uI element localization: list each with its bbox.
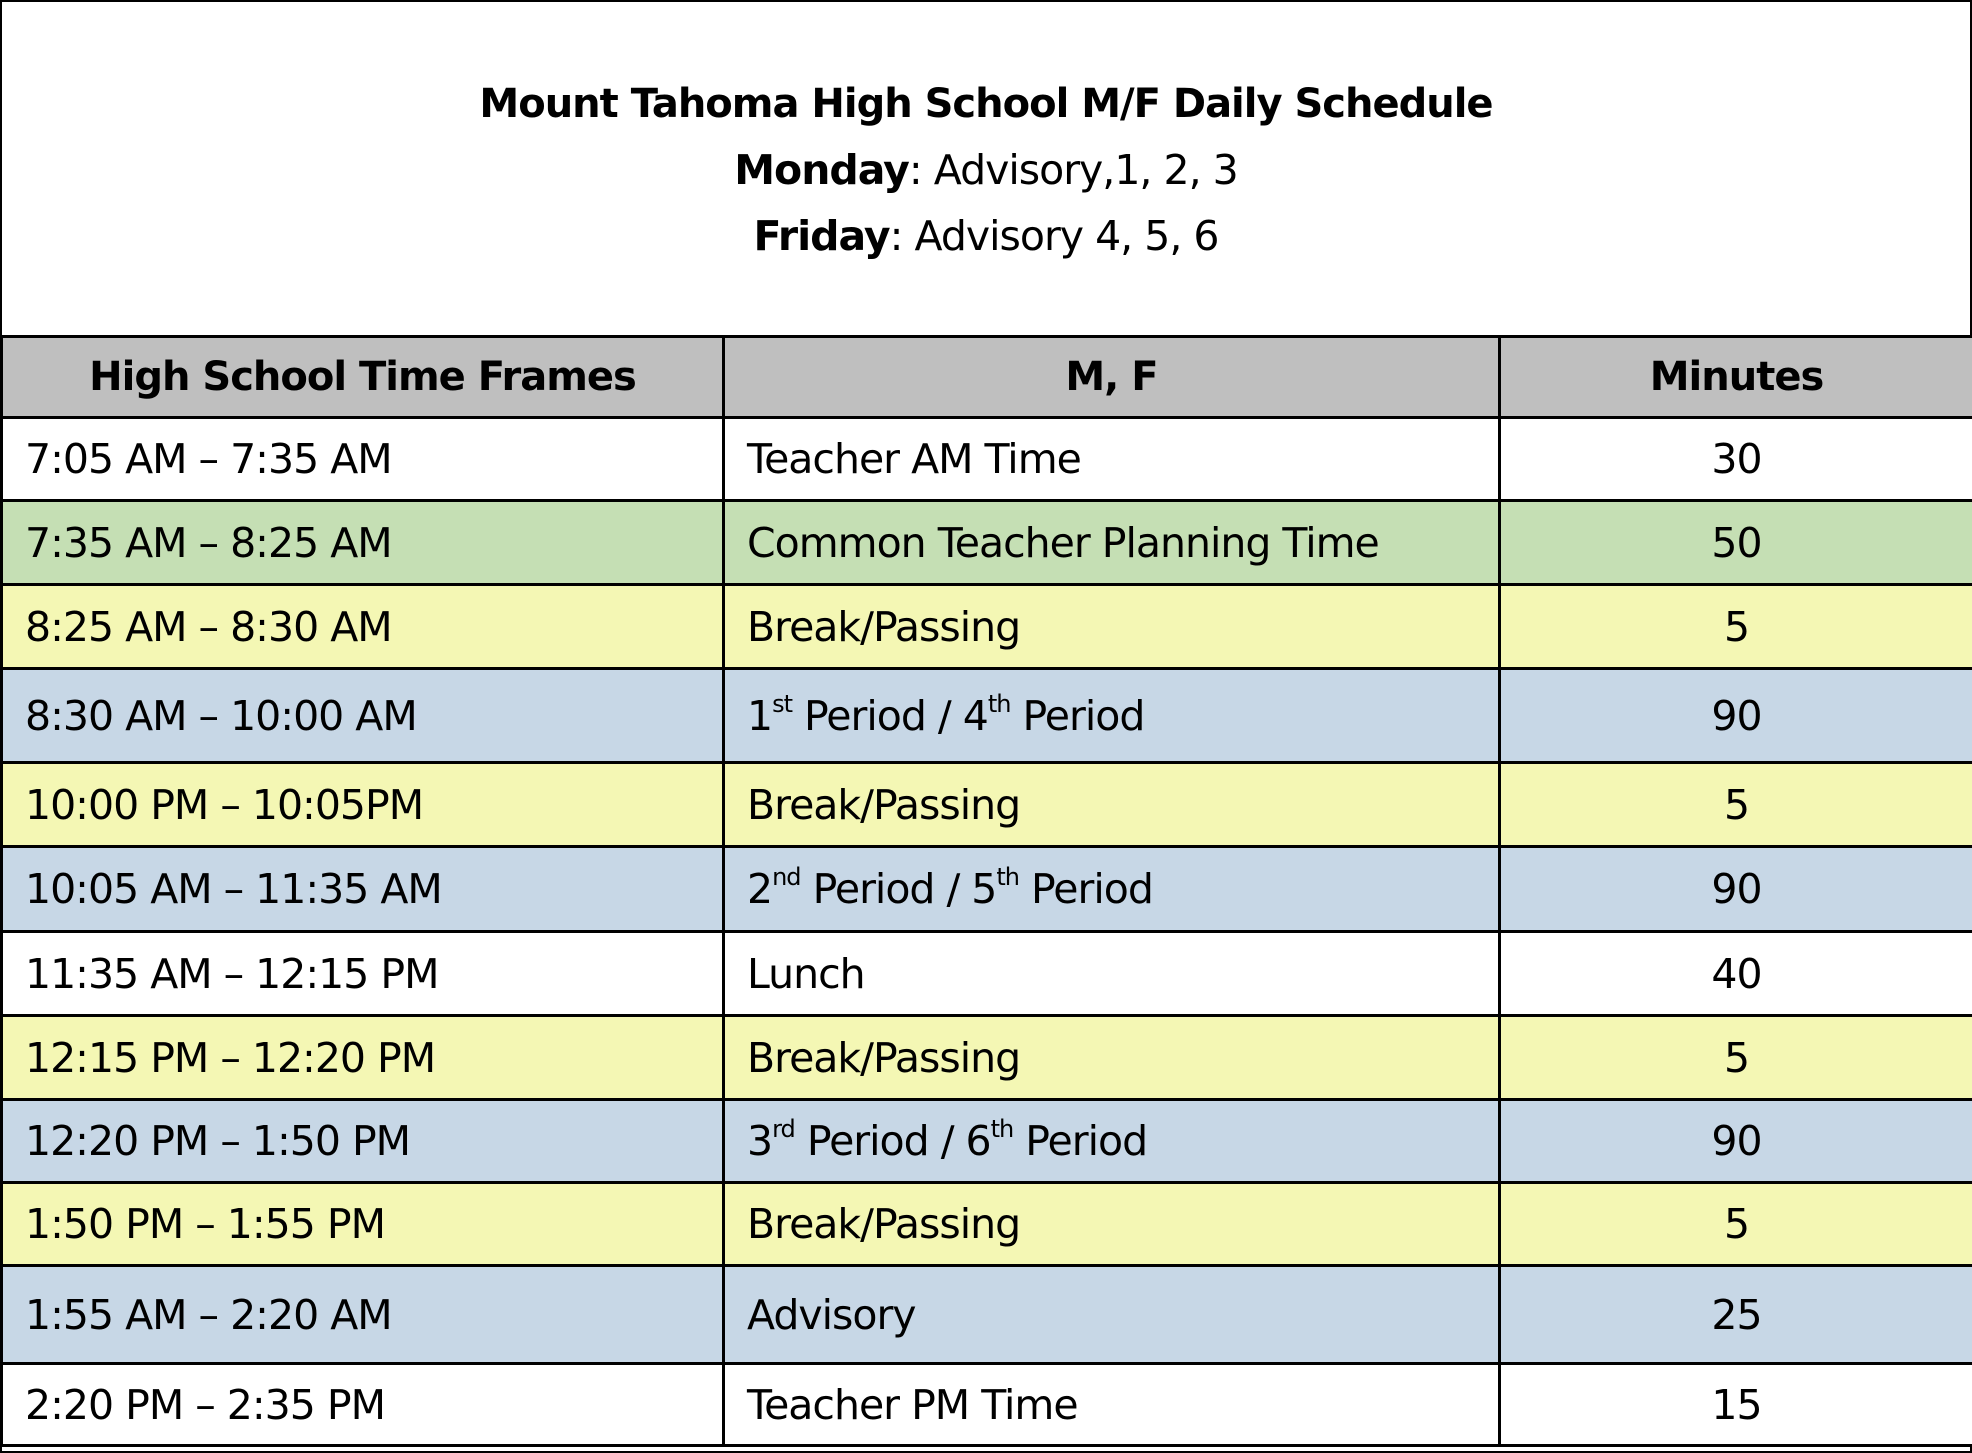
header-days: M, F bbox=[724, 337, 1500, 418]
activity-text: Period / 5 bbox=[800, 865, 997, 913]
table-row bbox=[2, 847, 1972, 932]
table-row bbox=[2, 1016, 1972, 1100]
activity-text: Period / 6 bbox=[794, 1117, 991, 1165]
schedule-title: Mount Tahoma High School M/F Daily Schedule bbox=[479, 80, 1493, 127]
time-frame-cell: 8:30 AM – 10:00 AM bbox=[2, 669, 724, 763]
activity-text: 1 bbox=[747, 691, 773, 740]
minutes-cell: 30 bbox=[1500, 418, 1972, 501]
ordinal-suffix: th bbox=[987, 689, 1011, 718]
activity-cell: Teacher PM Time bbox=[724, 1364, 1500, 1446]
activity-cell bbox=[724, 669, 1500, 763]
friday-periods: : Advisory 4, 5, 6 bbox=[889, 211, 1219, 260]
minutes-cell: 25 bbox=[1500, 1266, 1972, 1364]
minutes-cell: 5 bbox=[1500, 1183, 1972, 1266]
minutes-cell: 90 bbox=[1500, 847, 1972, 932]
ordinal-suffix: rd bbox=[772, 1115, 795, 1143]
activity-cell: Teacher AM Time bbox=[724, 418, 1500, 501]
activity-cell: Common Teacher Planning Time bbox=[724, 501, 1500, 585]
activity-text: 3 bbox=[747, 1117, 773, 1165]
table-row bbox=[2, 585, 1972, 669]
ordinal-suffix: th bbox=[996, 863, 1020, 891]
activity-cell: Break/Passing bbox=[724, 1183, 1500, 1266]
activity-cell: Advisory bbox=[724, 1266, 1500, 1364]
minutes-cell: 50 bbox=[1500, 501, 1972, 585]
header-minutes: Minutes bbox=[1500, 337, 1972, 418]
ordinal-suffix: st bbox=[772, 689, 793, 718]
activity-text: 2 bbox=[747, 865, 773, 913]
activity-cell bbox=[724, 847, 1500, 932]
table-row bbox=[2, 763, 1972, 847]
table-row bbox=[2, 501, 1972, 585]
time-frame-cell: 12:15 PM – 12:20 PM bbox=[2, 1016, 724, 1100]
time-frame-cell: 11:35 AM – 12:15 PM bbox=[2, 932, 724, 1016]
schedule-body bbox=[2, 418, 1972, 1446]
activity-cell bbox=[724, 1100, 1500, 1183]
activity-text: Period bbox=[1013, 1117, 1148, 1165]
minutes-cell: 5 bbox=[1500, 763, 1972, 847]
table-row bbox=[2, 1100, 1972, 1183]
time-frame-cell: 10:00 PM – 10:05PM bbox=[2, 763, 724, 847]
activity-cell: Lunch bbox=[724, 932, 1500, 1016]
minutes-cell: 90 bbox=[1500, 669, 1972, 763]
activity-text: Period bbox=[1019, 865, 1153, 913]
table-row bbox=[2, 418, 1972, 501]
ordinal-suffix: th bbox=[990, 1115, 1014, 1143]
table-row bbox=[2, 1266, 1972, 1364]
header-time-frames: High School Time Frames bbox=[2, 337, 724, 418]
ordinal-suffix: nd bbox=[772, 863, 801, 891]
table-row bbox=[2, 932, 1972, 1016]
minutes-cell: 15 bbox=[1500, 1364, 1972, 1446]
activity-cell: Break/Passing bbox=[724, 585, 1500, 669]
time-frame-cell: 12:20 PM – 1:50 PM bbox=[2, 1100, 724, 1183]
time-frame-cell: 2:20 PM – 2:35 PM bbox=[2, 1364, 724, 1446]
time-frame-cell: 1:50 PM – 1:55 PM bbox=[2, 1183, 724, 1266]
minutes-cell: 5 bbox=[1500, 1016, 1972, 1100]
monday-line bbox=[734, 137, 1237, 203]
header-row bbox=[2, 337, 1972, 418]
schedule-table bbox=[0, 335, 1972, 1447]
time-frame-cell: 8:25 AM – 8:30 AM bbox=[2, 585, 724, 669]
title-block bbox=[2, 2, 1970, 337]
activity-cell: Break/Passing bbox=[724, 1016, 1500, 1100]
minutes-cell: 90 bbox=[1500, 1100, 1972, 1183]
time-frame-cell: 7:35 AM – 8:25 AM bbox=[2, 501, 724, 585]
minutes-cell: 40 bbox=[1500, 932, 1972, 1016]
time-frame-cell: 1:55 AM – 2:20 AM bbox=[2, 1266, 724, 1364]
minutes-cell: 5 bbox=[1500, 585, 1972, 669]
activity-text: Period bbox=[1010, 691, 1145, 740]
monday-periods: : Advisory,1, 2, 3 bbox=[908, 145, 1238, 194]
table-row bbox=[2, 1364, 1972, 1446]
time-frame-cell: 7:05 AM – 7:35 AM bbox=[2, 418, 724, 501]
table-row bbox=[2, 669, 1972, 763]
activity-cell: Break/Passing bbox=[724, 763, 1500, 847]
table-row bbox=[2, 1183, 1972, 1266]
activity-text: Period / 4 bbox=[792, 691, 988, 740]
time-frame-cell: 10:05 AM – 11:35 AM bbox=[2, 847, 724, 932]
friday-label: Friday bbox=[753, 211, 890, 260]
monday-label: Monday bbox=[734, 145, 909, 194]
friday-line bbox=[754, 203, 1219, 269]
